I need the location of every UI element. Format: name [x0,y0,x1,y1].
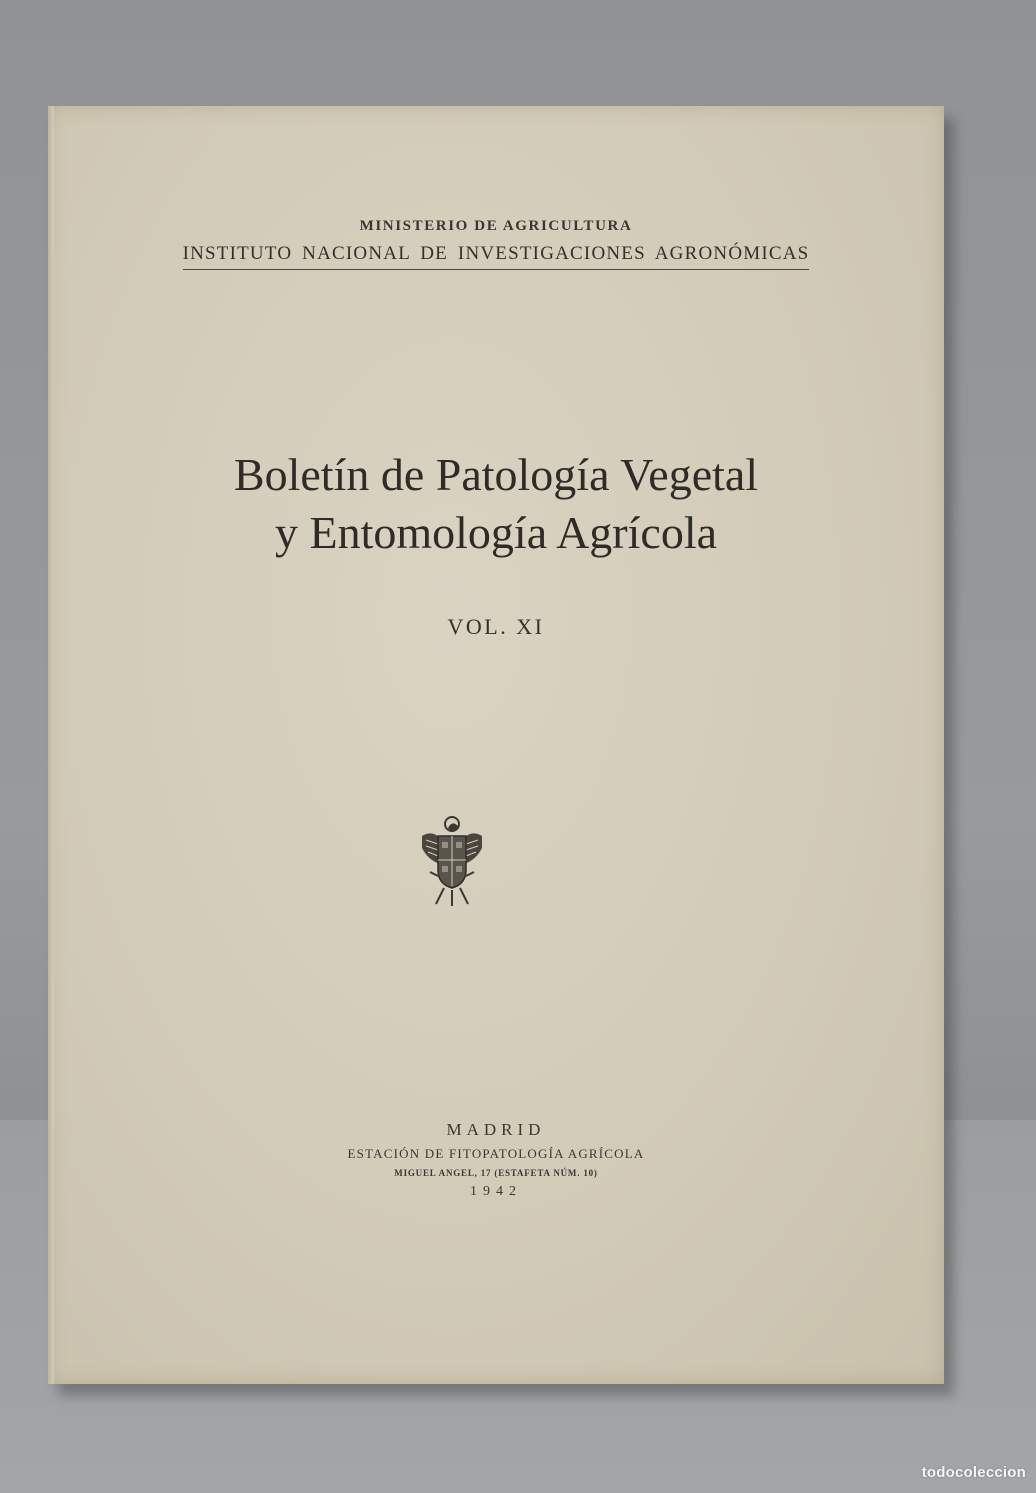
title-line-2: y Entomología Agrícola [274,507,718,558]
imprint-station: ESTACIÓN DE FITOPATOLOGÍA AGRÍCOLA [347,1146,645,1161]
volume-label: VOL. XI [447,614,545,639]
coat-of-arms-icon [416,812,488,908]
ministry-label: MINISTERIO DE AGRICULTURA [359,218,633,234]
title-line-1: Boletín de Patología Vegetal [233,449,759,500]
publisher-header [48,218,944,270]
institute-label: INSTITUTO NACIONAL DE INVESTIGACIONES AGRONÓMICAS [183,243,810,270]
book-cover [48,106,944,1384]
imprint-address: MIGUEL ANGEL, 17 (ESTAFETA NÚM. 10) [394,1168,598,1178]
book-title [48,446,944,562]
imprint-city: MADRID [446,1120,546,1139]
imprint-block [48,1120,944,1200]
imprint-year: 1942 [470,1184,522,1199]
watermark-text: todocoleccion [921,1464,1026,1481]
